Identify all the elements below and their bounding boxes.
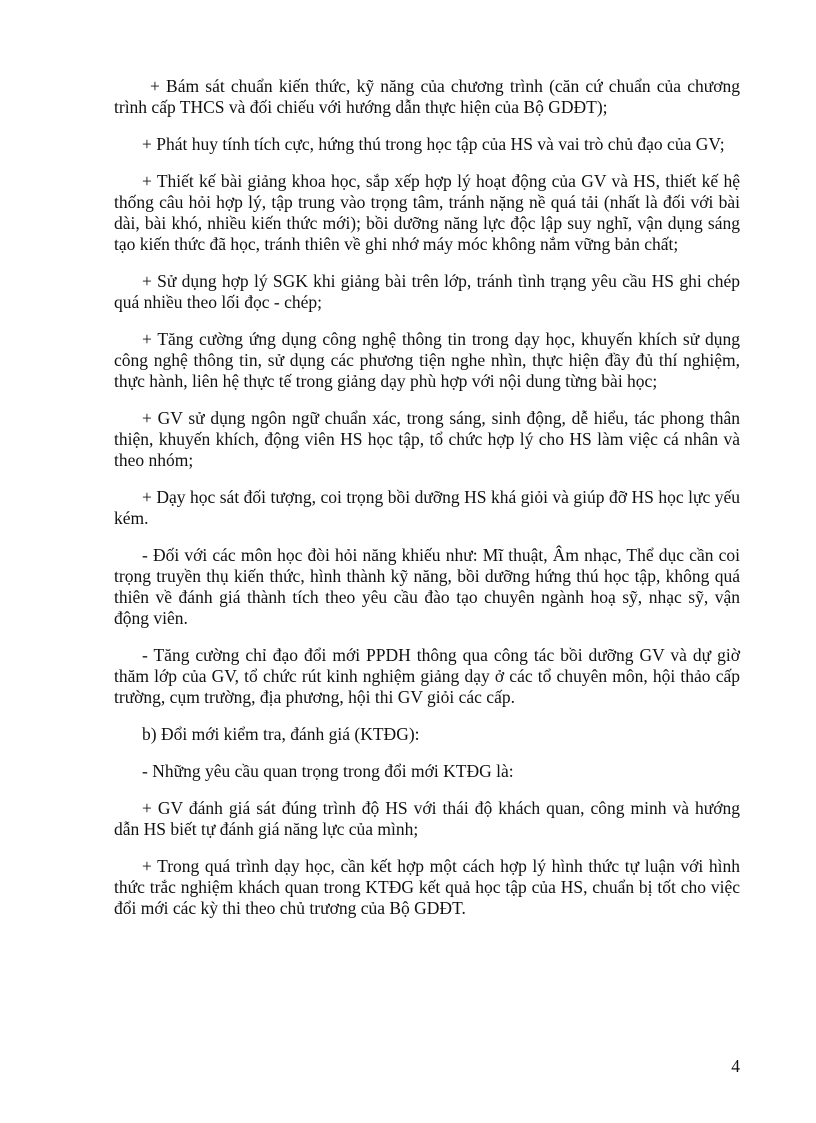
paragraph-6: + GV sử dụng ngôn ngữ chuẩn xác, trong sáng, sinh động, dễ hiểu, tác phong thân thiện, khuyến khích, động viên HS học tập, tổ chức hợp lý cho HS làm việc cá nhân và theo nhóm; xyxy=(114,408,740,470)
paragraph-5: + Tăng cường ứng dụng công nghệ thông tin trong dạy học, khuyến khích sử dụng công nghệ thông tin, sử dụng các phương tiện nghe nhìn, thực hiện đầy đủ thí nghiệm, thực hành, liên hệ thực tế trong giảng dạy phù hợp với nội dung từng bài học; xyxy=(114,329,740,391)
paragraph-2: + Phát huy tính tích cực, hứng thú trong học tập của HS và vai trò chủ đạo của GV; xyxy=(142,134,725,154)
page-number: 4 xyxy=(731,1056,740,1076)
paragraph-8: - Đối với các môn học đòi hỏi năng khiếu như: Mĩ thuật, Âm nhạc, Thể dục cần coi trọng truyền thụ kiến thức, hình thành kỹ năng, bồi dưỡng hứng thú học tập, không quá thiên về đánh giá thành tích theo yêu cầu đào tạo chuyên ngành hoạ sỹ, nhạc sỹ, vận động viên. xyxy=(114,545,740,628)
paragraph-4: + Sử dụng hợp lý SGK khi giảng bài trên lớp, tránh tình trạng yêu cầu HS ghi chép quá nhiều theo lối đọc - chép; xyxy=(114,271,740,312)
paragraph-1: + Bám sát chuẩn kiến thức, kỹ năng của chương trình (căn cứ chuẩn của chương trình cấp THCS và đối chiếu với hướng dẫn thực hiện của Bộ GDĐT); xyxy=(114,76,740,117)
paragraph-3: + Thiết kế bài giảng khoa học, sắp xếp hợp lý hoạt động của GV và HS, thiết kế hệ thống câu hỏi hợp lý, tập trung vào trọng tâm, tránh nặng nề quá tải (nhất là đối với bài dài, bài khó, nhiều kiến thức mới); bồi dưỡng năng lực độc lập suy nghĩ, vận dụng sáng tạo kiến thức đã học, tránh thiên về ghi nhớ máy móc không nắm vững bản chất; xyxy=(114,171,740,254)
paragraph-13: + Trong quá trình dạy học, cần kết hợp một cách hợp lý hình thức tự luận với hình thức trắc nghiệm khách quan trong KTĐG kết quả học tập của HS, chuẩn bị tốt cho việc đổi mới các kỳ thi theo chủ trương của Bộ GDĐT. xyxy=(114,856,740,918)
paragraph-7: + Dạy học sát đối tượng, coi trọng bồi dưỡng HS khá giỏi và giúp đỡ HS học lực yếu kém. xyxy=(114,487,740,528)
paragraph-9: - Tăng cường chỉ đạo đổi mới PPDH thông qua công tác bồi dưỡng GV và dự giờ thăm lớp của GV, tổ chức rút kinh nghiệm giảng dạy ở các tổ chuyên môn, hội thảo cấp trường, cụm trường, địa phương, hội thi GV giỏi các cấp. xyxy=(114,645,740,707)
paragraph-11: - Những yêu cầu quan trọng trong đổi mới KTĐG là: xyxy=(142,761,514,781)
paragraph-12: + GV đánh giá sát đúng trình độ HS với thái độ khách quan, công minh và hướng dẫn HS biết tự đánh giá năng lực của mình; xyxy=(114,798,740,839)
section-heading-ktdg: b) Đổi mới kiểm tra, đánh giá (KTĐG): xyxy=(142,724,420,744)
